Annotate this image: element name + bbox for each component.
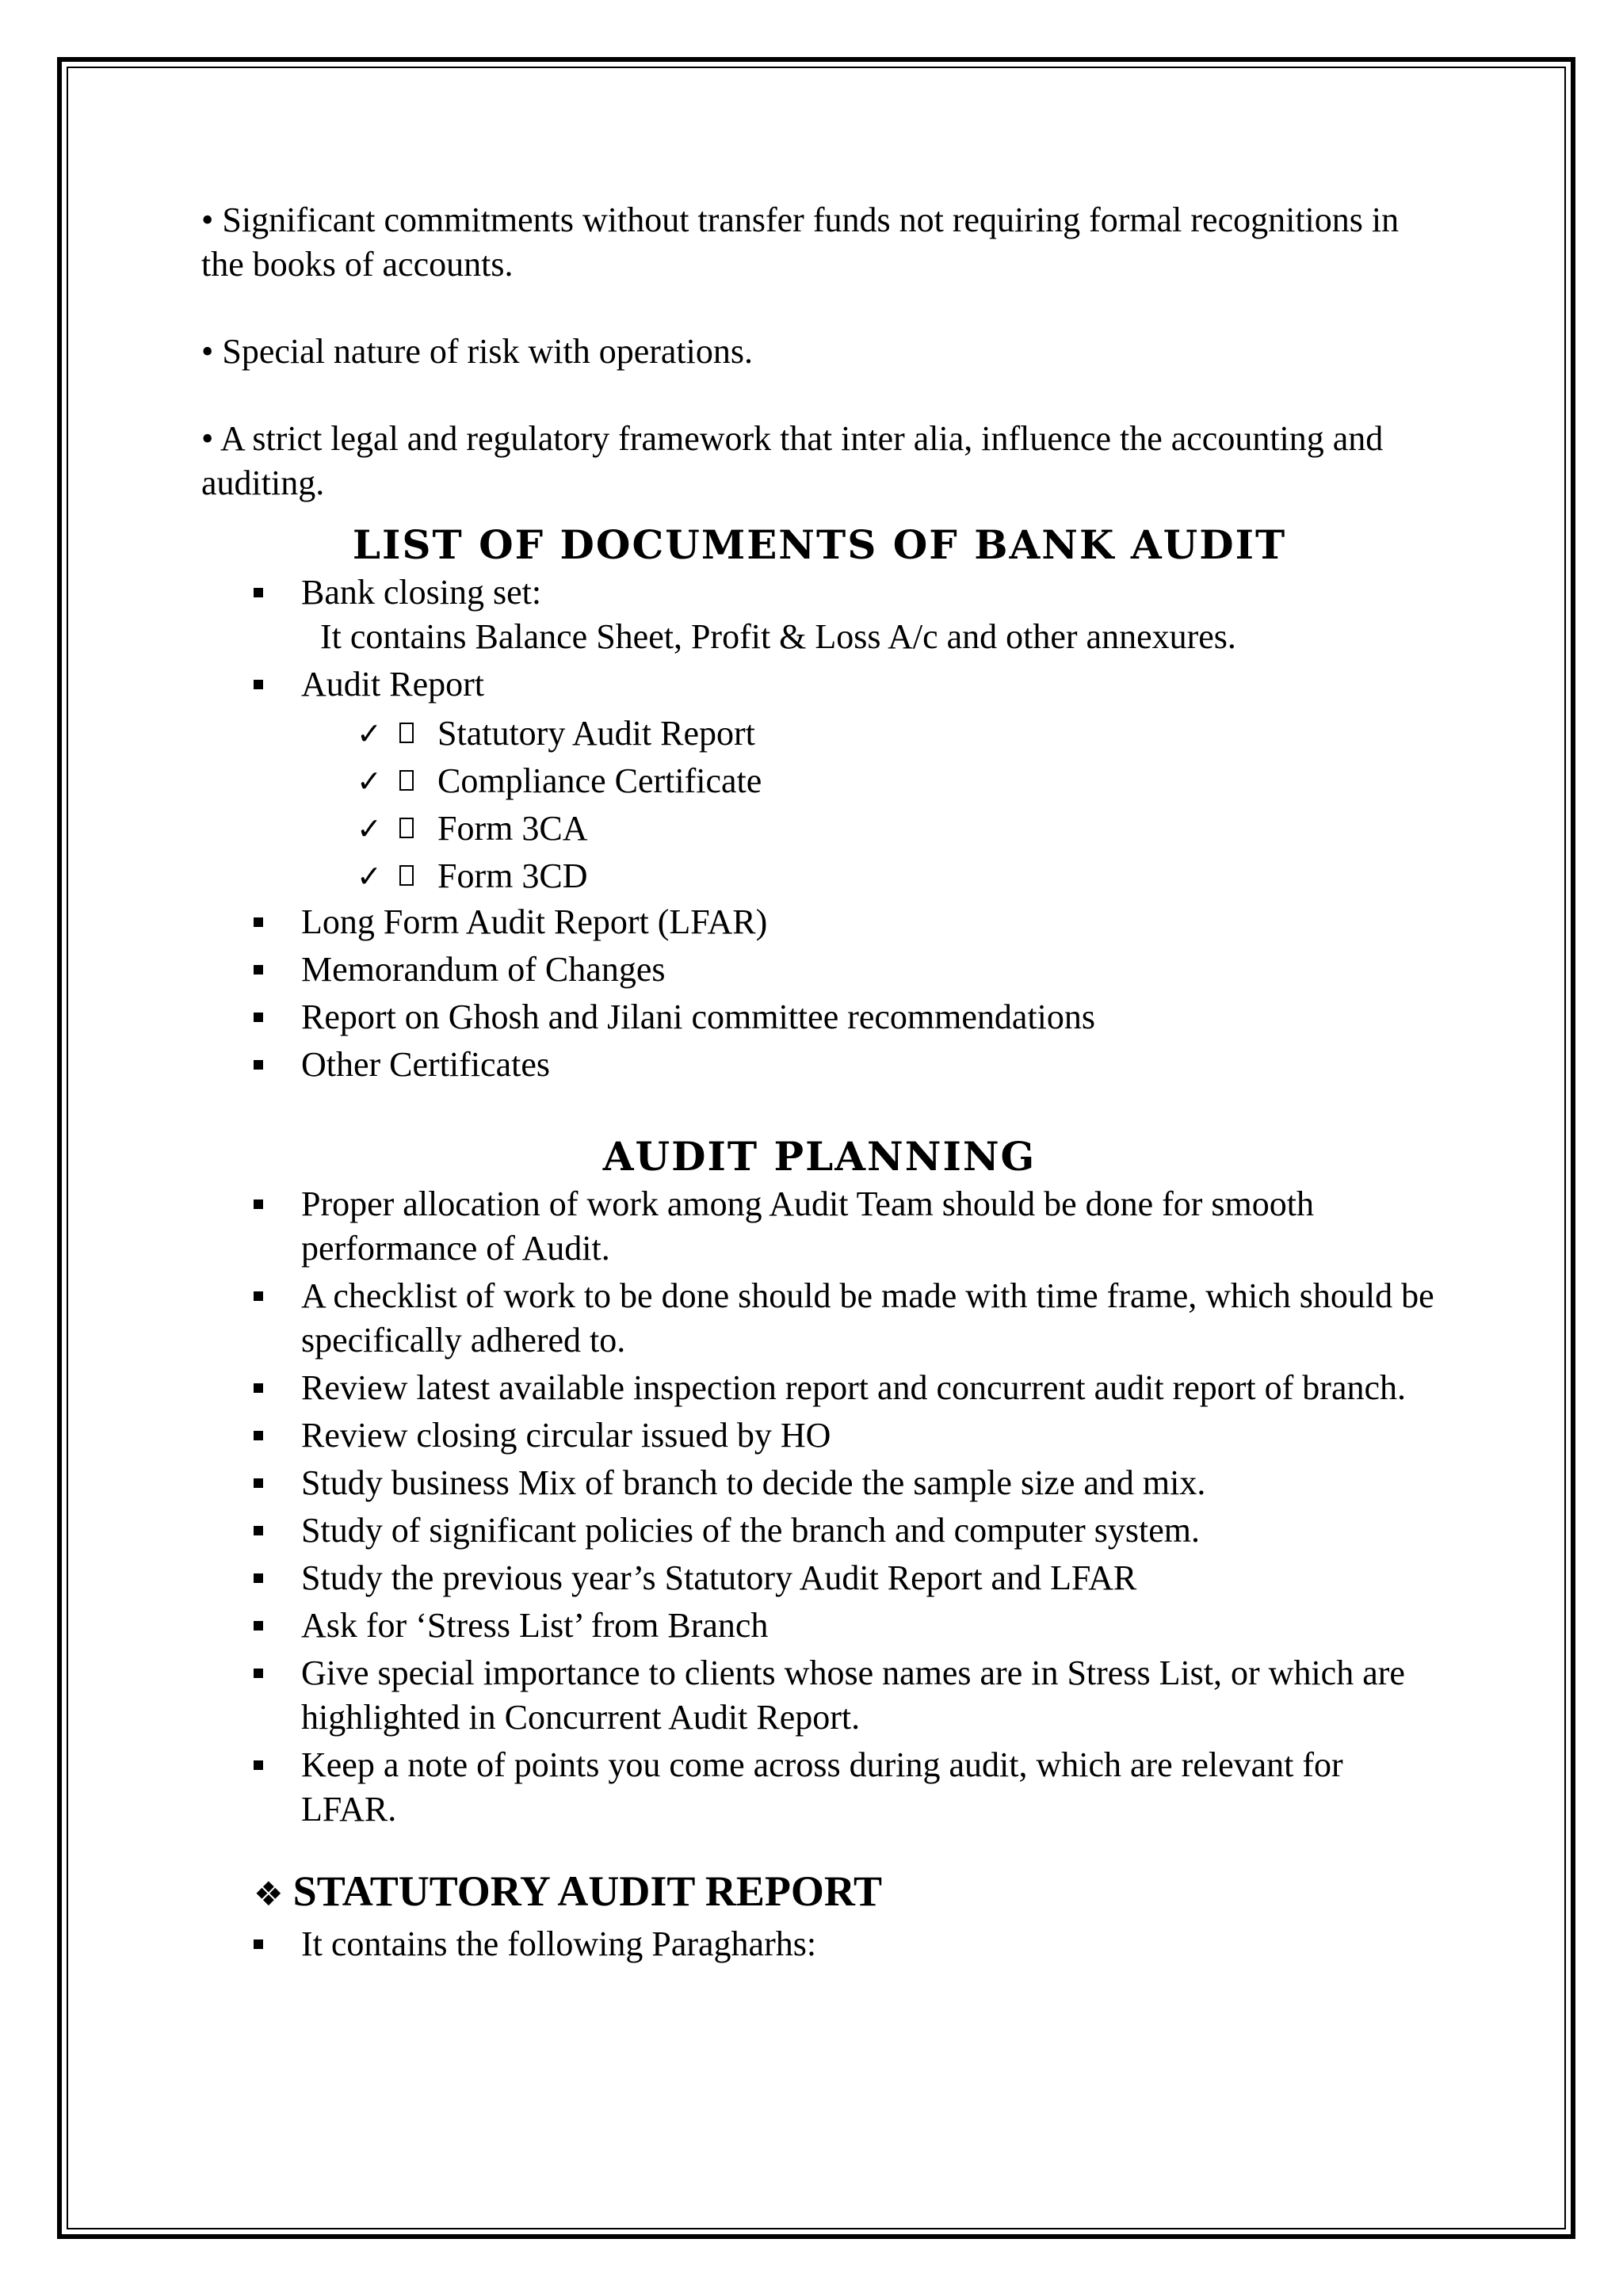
square-bullet-icon bbox=[254, 1060, 263, 1070]
list-item-text: Long Form Audit Report (LFAR) bbox=[301, 902, 768, 941]
checkmark-icon: ✓ bbox=[357, 764, 382, 799]
audit-report-item: Statutory Audit Report bbox=[437, 714, 755, 753]
square-bullet-icon bbox=[254, 1939, 263, 1949]
list-item bbox=[201, 1366, 1438, 1410]
list-item-text: Give special importance to clients whose names are in Stress List, or which are highlighted in Concurrent Audit Report. bbox=[301, 1653, 1405, 1737]
list-item bbox=[201, 1043, 1438, 1087]
list-item bbox=[201, 1651, 1438, 1740]
list-item-text: Study of significant policies of the branch and computer system. bbox=[301, 1511, 1200, 1550]
list-item bbox=[201, 948, 1438, 992]
list-item bbox=[201, 662, 1438, 707]
intro-paragraph-2: • Special nature of risk with operations. bbox=[201, 332, 754, 371]
bank-closing-label: Bank closing set: bbox=[301, 573, 542, 612]
box-glyph-icon bbox=[399, 770, 414, 791]
list-item bbox=[201, 1922, 1438, 1966]
square-bullet-icon bbox=[254, 680, 263, 689]
audit-report-sublist bbox=[201, 710, 1438, 900]
list-item bbox=[201, 852, 1438, 900]
list-item-text: Review latest available inspection report and concurrent audit report of branch. bbox=[301, 1368, 1407, 1407]
audit-report-item: Compliance Certificate bbox=[437, 761, 762, 800]
square-bullet-icon bbox=[254, 1383, 263, 1393]
square-bullet-icon bbox=[254, 1526, 263, 1535]
square-bullet-icon bbox=[254, 1573, 263, 1583]
list-item bbox=[201, 1508, 1438, 1553]
list-item bbox=[201, 1556, 1438, 1600]
list-item-text: Proper allocation of work among Audit Team should be done for smooth performance of Audit. bbox=[301, 1184, 1314, 1268]
intro-paragraph-3: • A strict legal and regulatory framework that inter alia, influence the accounting and auditing. bbox=[201, 419, 1384, 502]
list-item bbox=[201, 1274, 1438, 1363]
list-item bbox=[201, 995, 1438, 1039]
list-item-text: Study business Mix of branch to decide the sample size and mix. bbox=[301, 1463, 1206, 1502]
list-item bbox=[201, 900, 1438, 944]
list-item-text: Review closing circular issued by HO bbox=[301, 1416, 831, 1455]
statutory-heading-text: STATUTORY AUDIT REPORT bbox=[292, 1867, 883, 1915]
square-bullet-icon bbox=[254, 1291, 263, 1301]
square-bullet-icon bbox=[254, 1669, 263, 1678]
diamond-bullet-icon: ❖ bbox=[254, 1875, 284, 1913]
audit-report-item: Form 3CA bbox=[437, 809, 588, 848]
statutory-heading bbox=[254, 1863, 1438, 1922]
square-bullet-icon bbox=[254, 1013, 263, 1022]
checkmark-icon: ✓ bbox=[357, 859, 382, 894]
box-glyph-icon bbox=[399, 723, 414, 743]
square-bullet-icon bbox=[254, 1760, 263, 1770]
checkmark-icon: ✓ bbox=[357, 811, 382, 846]
list-item bbox=[201, 1743, 1438, 1832]
list-item-text: It contains the following Paragharhs: bbox=[301, 1924, 817, 1963]
list-item bbox=[201, 1604, 1438, 1648]
documents-list bbox=[201, 570, 1438, 707]
list-item bbox=[201, 757, 1438, 805]
list-item bbox=[201, 805, 1438, 852]
bank-closing-detail: It contains Balance Sheet, Profit & Loss A/c and other annexures. bbox=[320, 617, 1236, 656]
planning-heading: AUDIT PLANNING bbox=[602, 1133, 1037, 1180]
square-bullet-icon bbox=[254, 917, 263, 927]
list-item bbox=[201, 710, 1438, 757]
audit-report-label: Audit Report bbox=[301, 665, 484, 704]
list-item bbox=[201, 1461, 1438, 1505]
list-item bbox=[201, 1182, 1438, 1271]
intro-paragraph-1: • Significant commitments without transfer funds not requiring formal recognitions in the books of accounts. bbox=[201, 200, 1400, 284]
square-bullet-icon bbox=[254, 965, 263, 974]
list-item bbox=[201, 570, 1438, 659]
square-bullet-icon bbox=[254, 1431, 263, 1440]
checkmark-icon: ✓ bbox=[357, 716, 382, 751]
list-item-text: Report on Ghosh and Jilani committee recommendations bbox=[301, 997, 1096, 1036]
audit-report-item: Form 3CD bbox=[437, 856, 588, 895]
square-bullet-icon bbox=[254, 1621, 263, 1630]
documents-other-list bbox=[201, 900, 1438, 1087]
list-item-text: A checklist of work to be done should be made with time frame, which should be specifically adhered to. bbox=[301, 1276, 1434, 1360]
list-item-text: Memorandum of Changes bbox=[301, 950, 666, 989]
list-item-text: Study the previous year’s Statutory Audit Report and LFAR bbox=[301, 1558, 1137, 1597]
box-glyph-icon bbox=[399, 865, 414, 886]
list-item-text: Ask for ‘Stress List’ from Branch bbox=[301, 1606, 769, 1645]
planning-list bbox=[201, 1182, 1438, 1832]
documents-heading: LIST OF DOCUMENTS OF BANK AUDIT bbox=[352, 521, 1287, 568]
box-glyph-icon bbox=[399, 818, 414, 838]
document-body bbox=[201, 198, 1438, 1970]
list-item-text: Keep a note of points you come across during audit, which are relevant for LFAR. bbox=[301, 1745, 1343, 1829]
statutory-list bbox=[201, 1922, 1438, 1966]
square-bullet-icon bbox=[254, 588, 263, 597]
square-bullet-icon bbox=[254, 1199, 263, 1209]
list-item bbox=[201, 1413, 1438, 1458]
square-bullet-icon bbox=[254, 1478, 263, 1488]
list-item-text: Other Certificates bbox=[301, 1045, 550, 1084]
